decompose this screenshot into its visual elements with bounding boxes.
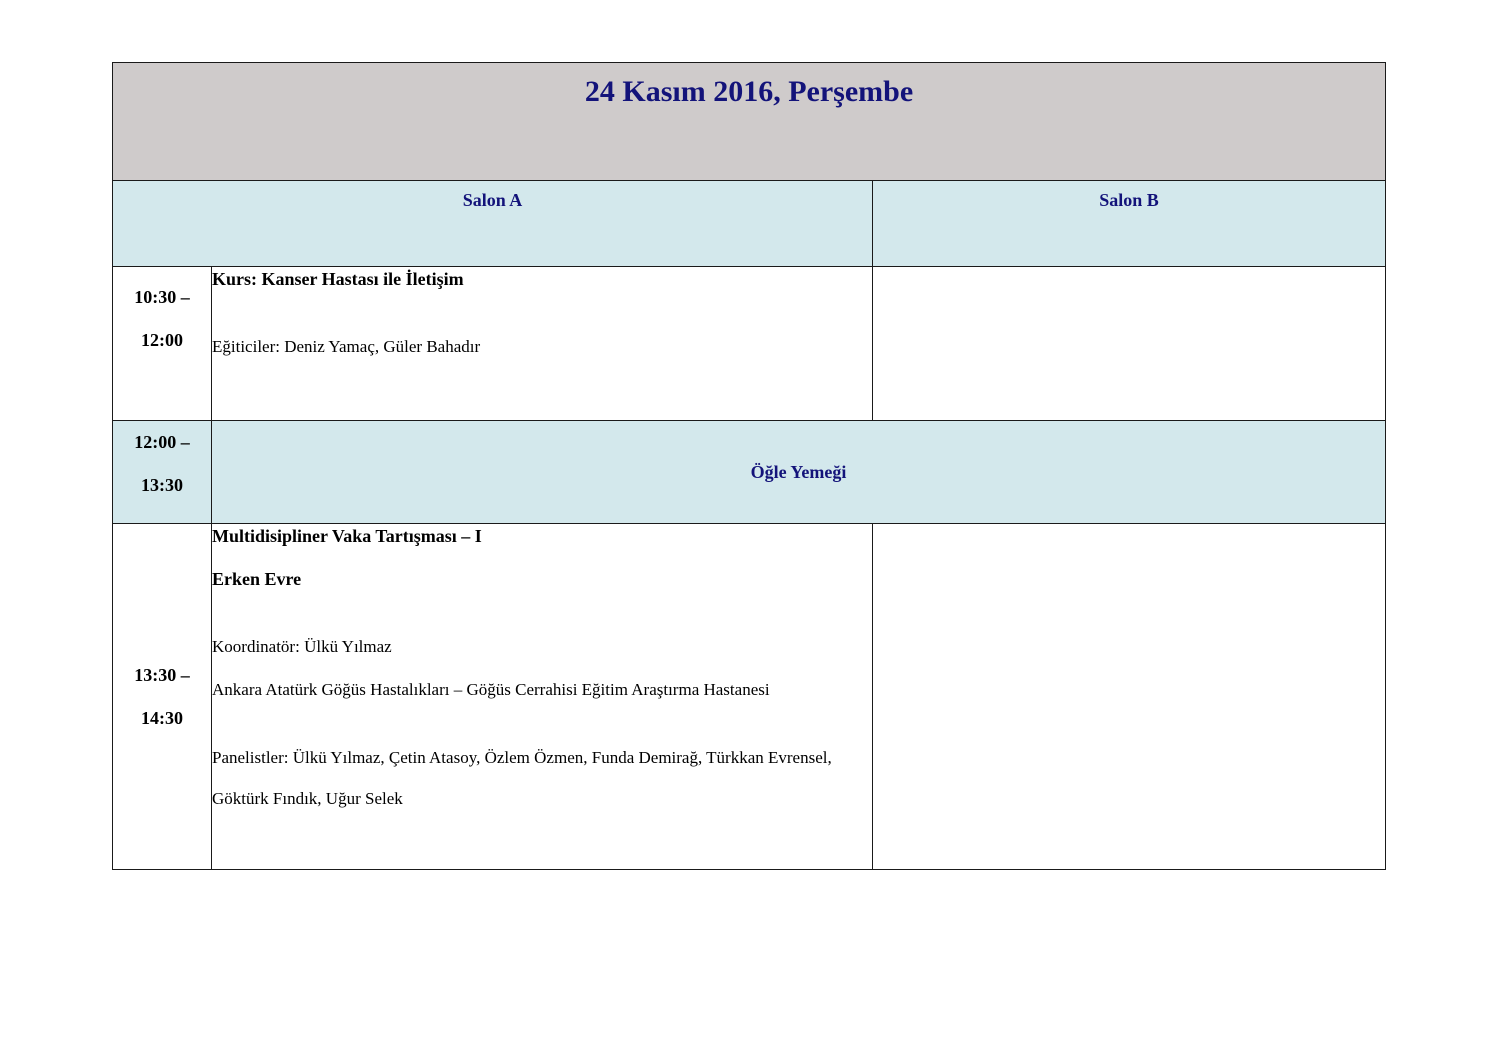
time-start: 12:00 – (134, 432, 190, 452)
session-row-course (113, 267, 1386, 421)
time-cell (113, 524, 212, 870)
salon-a-session (212, 524, 873, 870)
salon-header-row (113, 181, 1386, 267)
session-title: Kurs: Kanser Hastası ile İletişim (212, 269, 464, 289)
time-end: 13:30 (141, 475, 183, 495)
salon-b-header (873, 181, 1386, 267)
salon-a-header (113, 181, 873, 267)
lunch-row (113, 421, 1386, 524)
time-cell (113, 267, 212, 421)
date-header-cell (113, 63, 1386, 181)
salon-b-label: Salon B (1099, 190, 1159, 210)
session-institution: Ankara Atatürk Göğüs Hastalıkları – Göğüs Cerrahisi Eğitim Araştırma Hastanesi (212, 680, 770, 699)
session-row-case-discussion (113, 524, 1386, 870)
salon-a-label: Salon A (462, 190, 523, 210)
salon-a-session (212, 267, 873, 421)
session-title: Multidisipliner Vaka Tartışması – I (212, 526, 482, 546)
time-end: 14:30 (141, 707, 183, 728)
session-trainers: Eğiticiler: Deniz Yamaç, Güler Bahadır (212, 337, 481, 356)
lunch-break-cell (212, 421, 1386, 524)
date-title: 24 Kasım 2016, Perşembe (584, 75, 914, 108)
time-start: 13:30 – (134, 664, 190, 685)
time-end: 12:00 (141, 330, 183, 350)
lunch-label: Öğle Yemeği (750, 461, 847, 482)
time-start: 10:30 – (134, 287, 190, 307)
salon-b-session-empty (873, 524, 1386, 870)
time-cell (113, 421, 212, 524)
session-panelists: Panelistler: Ülkü Yılmaz, Çetin Atasoy, Özlem Özmen, Funda Demirağ, Türkkan Evrensel, Göktürk Fındık, Uğur Selek (212, 748, 832, 808)
date-header-row (113, 63, 1386, 181)
program-table (112, 62, 1386, 870)
salon-b-session-empty (873, 267, 1386, 421)
session-coordinator: Koordinatör: Ülkü Yılmaz (212, 637, 392, 656)
session-subtitle: Erken Evre (212, 569, 302, 589)
